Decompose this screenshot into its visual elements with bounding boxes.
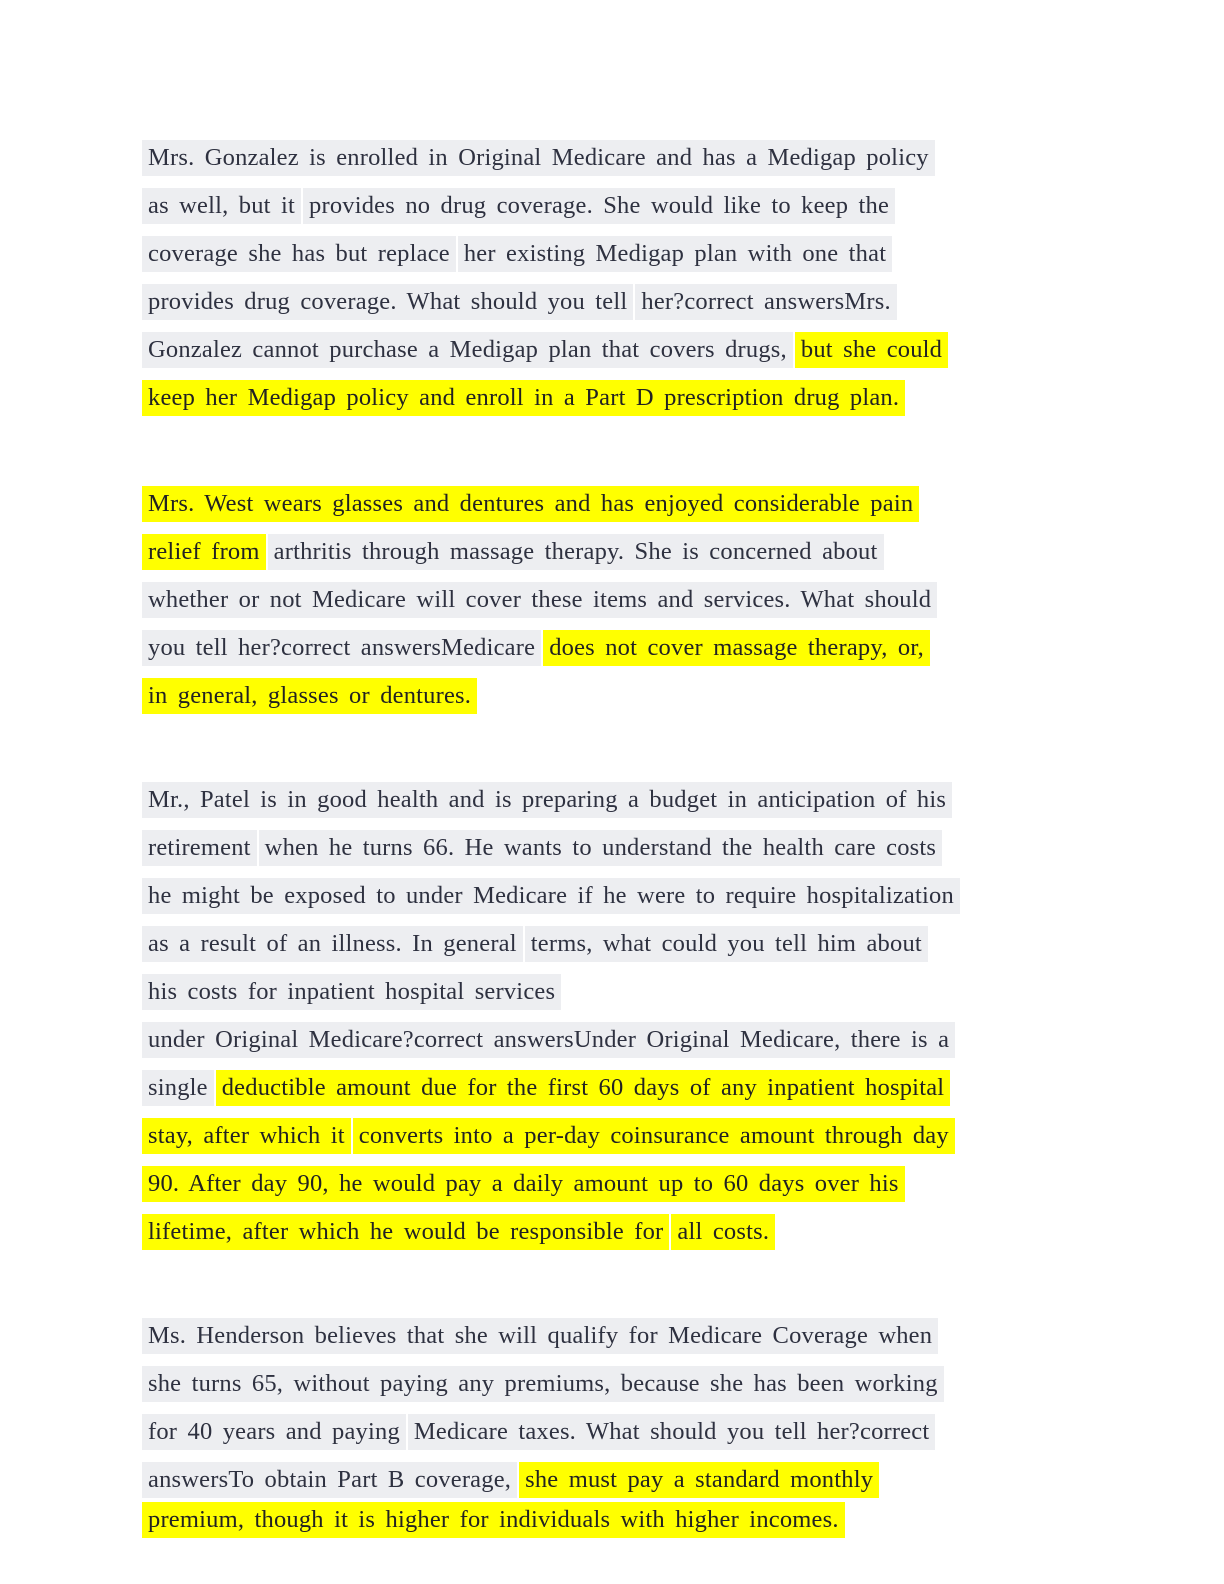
text-segment: he might be exposed to under Medicare if he were to require hospitalization: [142, 878, 960, 914]
text-line: [142, 534, 886, 574]
text-segment: as a result of an illness. In general: [142, 926, 523, 962]
highlighted-text: keep her Medigap policy and enroll in a Part D prescription drug plan.: [142, 380, 905, 416]
text-line: [142, 1022, 957, 1062]
text-line: [142, 380, 907, 420]
highlighted-text: does not cover massage therapy, or,: [543, 630, 930, 666]
text-line: [142, 1214, 777, 1254]
highlighted-text: deductible amount due for the first 60 days of any inpatient hospital: [216, 1070, 951, 1106]
text-line: [142, 1166, 907, 1206]
text-segment: answersTo obtain Part B coverage,: [142, 1462, 517, 1498]
text-line: [142, 782, 954, 822]
text-line: [142, 830, 944, 870]
text-line: [142, 486, 921, 526]
text-segment: Mrs. Gonzalez is enrolled in Original Medicare and has a Medigap policy: [142, 140, 935, 176]
text-line: [142, 1462, 881, 1502]
text-line: [142, 878, 962, 918]
text-segment: single: [142, 1070, 214, 1106]
text-segment: for 40 years and paying: [142, 1414, 406, 1450]
text-line: [142, 1414, 937, 1454]
text-segment: when he turns 66. He wants to understand the health care costs: [259, 830, 942, 866]
highlighted-text: stay, after which it: [142, 1118, 351, 1154]
text-segment: her?correct answersMrs.: [635, 284, 896, 320]
text-segment: provides drug coverage. What should you tell: [142, 284, 633, 320]
highlighted-text: all costs.: [671, 1214, 775, 1250]
text-segment: she turns 65, without paying any premiums, because she has been working: [142, 1366, 944, 1402]
text-line: [142, 974, 563, 1014]
text-line: [142, 332, 950, 372]
text-segment: coverage she has but replace: [142, 236, 456, 272]
text-line: [142, 582, 939, 622]
text-segment: his costs for inpatient hospital services: [142, 974, 561, 1010]
highlighted-text: lifetime, after which he would be responsible for: [142, 1214, 669, 1250]
text-segment: her existing Medigap plan with one that: [458, 236, 892, 272]
text-line: [142, 1070, 952, 1110]
highlighted-text: 90. After day 90, he would pay a daily amount up to 60 days over his: [142, 1166, 905, 1202]
text-line: [142, 1118, 957, 1158]
text-segment: Ms. Henderson believes that she will qualify for Medicare Coverage when: [142, 1318, 938, 1354]
text-line: [142, 678, 479, 718]
highlighted-text: Mrs. West wears glasses and dentures and has enjoyed considerable pain: [142, 486, 919, 522]
text-line: [142, 1502, 847, 1542]
text-line: [142, 284, 899, 324]
text-segment: Gonzalez cannot purchase a Medigap plan that covers drugs,: [142, 332, 793, 368]
highlighted-text: in general, glasses or dentures.: [142, 678, 477, 714]
text-line: [142, 236, 894, 276]
text-segment: Medicare taxes. What should you tell her?correct: [408, 1414, 935, 1450]
text-line: [142, 630, 932, 670]
text-segment: under Original Medicare?correct answersUnder Original Medicare, there is a: [142, 1022, 955, 1058]
text-line: [142, 1366, 946, 1406]
text-segment: whether or not Medicare will cover these items and services. What should: [142, 582, 937, 618]
text-segment: arthritis through massage therapy. She is concerned about: [268, 534, 884, 570]
highlighted-text: premium, though it is higher for individuals with higher incomes.: [142, 1502, 845, 1538]
text-segment: as well, but it: [142, 188, 301, 224]
highlighted-text: but she could: [795, 332, 948, 368]
text-segment: Mr., Patel is in good health and is preparing a budget in anticipation of his: [142, 782, 952, 818]
text-segment: you tell her?correct answersMedicare: [142, 630, 541, 666]
text-line: [142, 140, 937, 180]
highlighted-text: converts into a per-day coinsurance amount through day: [353, 1118, 955, 1154]
text-segment: provides no drug coverage. She would like to keep the: [303, 188, 895, 224]
highlighted-text: relief from: [142, 534, 266, 570]
text-line: [142, 1318, 940, 1358]
text-segment: retirement: [142, 830, 257, 866]
text-segment: terms, what could you tell him about: [525, 926, 928, 962]
text-line: [142, 926, 930, 966]
text-line: [142, 188, 897, 228]
highlighted-text: she must pay a standard monthly: [519, 1462, 879, 1498]
